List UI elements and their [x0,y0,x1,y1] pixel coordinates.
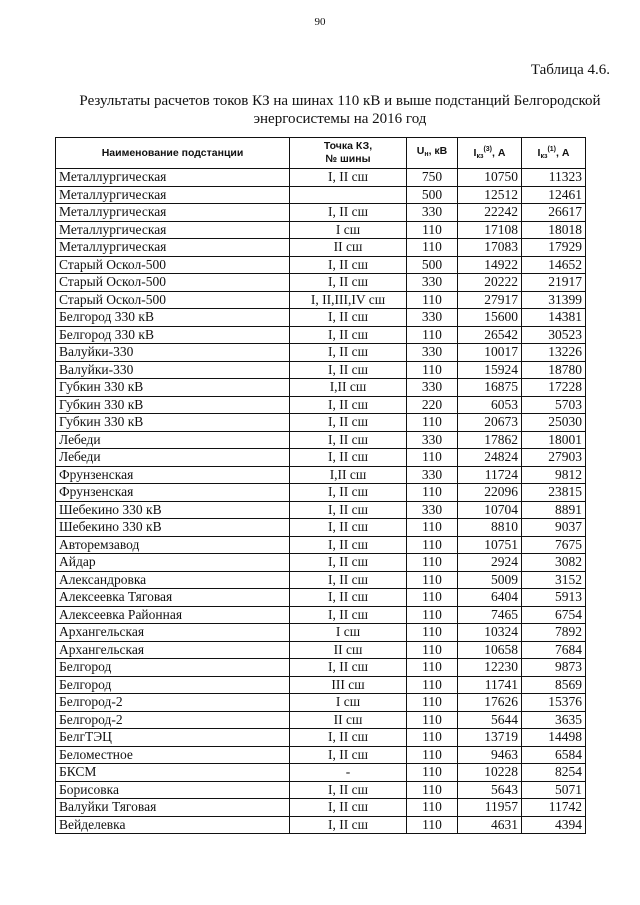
table-row [56,449,586,467]
fault-point-cell: I, II сш [290,816,407,834]
current-1phase-cell: 8569 [522,676,586,694]
fault-point-cell: I, II сш [290,729,407,747]
table-row [56,729,586,747]
fault-point-cell: I,II сш [290,379,407,397]
current-3phase-cell: 16875 [458,379,522,397]
substation-name-cell: Валуйки-330 [56,361,290,379]
substation-name-cell: Старый Оскол-500 [56,274,290,292]
table-row [56,256,586,274]
current-3phase-cell: 9463 [458,746,522,764]
substation-name-cell: Белгород 330 кВ [56,309,290,327]
current-1phase-cell: 18001 [522,431,586,449]
voltage-cell: 110 [407,659,458,677]
substation-name-cell: Шебекино 330 кВ [56,519,290,537]
fault-point-cell: I, II сш [290,746,407,764]
fault-point-cell: I, II сш [290,449,407,467]
substation-name-cell: Валуйки Тяговая [56,799,290,817]
header-current-3phase [458,138,522,169]
current-1phase-cell: 5071 [522,781,586,799]
voltage-cell: 110 [407,711,458,729]
fault-point-cell: II сш [290,711,407,729]
table-row [56,781,586,799]
fault-point-cell [290,186,407,204]
current-3phase-cell: 6404 [458,589,522,607]
voltage-cell: 330 [407,431,458,449]
current-1phase-cell: 7892 [522,624,586,642]
substation-name-cell: Белгород-2 [56,694,290,712]
voltage-cell: 330 [407,379,458,397]
current-3phase-cell: 17083 [458,239,522,257]
voltage-cell: 220 [407,396,458,414]
fault-point-cell: I, II сш [290,256,407,274]
voltage-cell: 110 [407,746,458,764]
header-i3-unit: , А [492,147,506,159]
fault-point-cell: I, II сш [290,309,407,327]
substation-name-cell: Белгород-2 [56,711,290,729]
table-row [56,536,586,554]
substation-name-cell: Белгород [56,676,290,694]
fault-point-cell: I,II сш [290,466,407,484]
fault-point-cell: II сш [290,641,407,659]
header-voltage [407,138,458,169]
header-fault-point-line-2: № шины [325,153,371,165]
voltage-cell: 110 [407,536,458,554]
substation-name-cell: БелгТЭЦ [56,729,290,747]
current-3phase-cell: 10751 [458,536,522,554]
current-1phase-cell: 8254 [522,764,586,782]
table-row [56,291,586,309]
current-3phase-cell: 4631 [458,816,522,834]
current-3phase-cell: 8810 [458,519,522,537]
table-row [56,239,586,257]
current-1phase-cell: 18780 [522,361,586,379]
table-row [56,589,586,607]
current-1phase-cell: 30523 [522,326,586,344]
current-1phase-cell: 27903 [522,449,586,467]
current-3phase-cell: 12230 [458,659,522,677]
fault-point-cell: I, II сш [290,781,407,799]
fault-point-cell: I, II сш [290,519,407,537]
substation-name-cell: Шебекино 330 кВ [56,501,290,519]
current-1phase-cell: 3635 [522,711,586,729]
current-1phase-cell: 7675 [522,536,586,554]
header-i1-subscript: кз [540,153,548,160]
current-3phase-cell: 27917 [458,291,522,309]
current-3phase-cell: 5009 [458,571,522,589]
voltage-cell: 500 [407,186,458,204]
voltage-cell: 110 [407,414,458,432]
fault-point-cell: I сш [290,624,407,642]
fault-point-cell: I, II сш [290,589,407,607]
current-3phase-cell: 20673 [458,414,522,432]
voltage-cell: 330 [407,466,458,484]
current-1phase-cell: 14652 [522,256,586,274]
current-3phase-cell: 20222 [458,274,522,292]
voltage-cell: 750 [407,169,458,187]
table-row [56,186,586,204]
substation-name-cell: Архангельская [56,624,290,642]
voltage-cell: 110 [407,519,458,537]
voltage-cell: 330 [407,274,458,292]
current-1phase-cell: 14498 [522,729,586,747]
fault-point-cell: I, II сш [290,501,407,519]
current-1phase-cell: 17228 [522,379,586,397]
substation-name-cell: Фрунзенская [56,466,290,484]
fault-point-cell: I, II сш [290,484,407,502]
header-fault-point-line-1: Точка КЗ, [323,140,373,152]
substation-name-cell: Беломестное [56,746,290,764]
current-3phase-cell: 2924 [458,554,522,572]
voltage-cell: 110 [407,361,458,379]
current-1phase-cell: 3152 [522,571,586,589]
table-caption [60,92,620,128]
voltage-cell: 110 [407,764,458,782]
voltage-cell: 110 [407,676,458,694]
substation-name-cell: Алексеевка Районная [56,606,290,624]
table-row [56,466,586,484]
header-voltage-symbol: U [416,145,425,157]
current-3phase-cell: 10750 [458,169,522,187]
voltage-cell: 110 [407,606,458,624]
table-row [56,676,586,694]
voltage-cell: 500 [407,256,458,274]
current-1phase-cell: 6584 [522,746,586,764]
substation-name-cell: Авторемзавод [56,536,290,554]
voltage-cell: 110 [407,291,458,309]
voltage-cell: 330 [407,309,458,327]
current-3phase-cell: 24824 [458,449,522,467]
page-number: 90 [314,16,326,28]
header-i1-unit: , А [556,147,570,159]
substation-name-cell: БКСМ [56,764,290,782]
current-3phase-cell: 13719 [458,729,522,747]
substation-name-cell: Алексеевка Тяговая [56,589,290,607]
voltage-cell: 110 [407,449,458,467]
substation-name-cell: Губкин 330 кВ [56,396,290,414]
voltage-cell: 110 [407,781,458,799]
table-row [56,169,586,187]
substation-name-cell: Лебеди [56,449,290,467]
substation-name-cell: Металлургическая [56,221,290,239]
fault-point-cell: I, II,III,IV сш [290,291,407,309]
header-i3-subscript: кз [476,153,484,160]
current-1phase-cell: 11323 [522,169,586,187]
voltage-cell: 330 [407,501,458,519]
table-row [56,799,586,817]
table-row [56,344,586,362]
header-fault-point [290,138,407,169]
substation-name-cell: Губкин 330 кВ [56,379,290,397]
substation-name-cell: Борисовка [56,781,290,799]
current-3phase-cell: 6053 [458,396,522,414]
current-1phase-cell: 17929 [522,239,586,257]
current-3phase-cell: 5644 [458,711,522,729]
current-3phase-cell: 10324 [458,624,522,642]
table-row [56,361,586,379]
table-row [56,519,586,537]
current-3phase-cell: 7465 [458,606,522,624]
voltage-cell: 330 [407,344,458,362]
substation-name-cell: Белгород [56,659,290,677]
current-3phase-cell: 17626 [458,694,522,712]
fault-point-cell: I, II сш [290,554,407,572]
voltage-cell: 110 [407,239,458,257]
fault-point-cell: I, II сш [290,344,407,362]
fault-point-cell: I, II сш [290,326,407,344]
current-1phase-cell: 18018 [522,221,586,239]
current-1phase-cell: 21917 [522,274,586,292]
substation-name-cell: Губкин 330 кВ [56,414,290,432]
table-row [56,484,586,502]
current-3phase-cell: 26542 [458,326,522,344]
table-row [56,501,586,519]
substation-name-cell: Металлургическая [56,186,290,204]
fault-point-cell: I, II сш [290,396,407,414]
current-1phase-cell: 11742 [522,799,586,817]
header-voltage-unit: , кВ [428,145,448,157]
header-i3-symbol: I [473,147,477,159]
fault-point-cell: - [290,764,407,782]
header-substation-name: Наименование подстанции [56,138,290,169]
table-row [56,571,586,589]
fault-point-cell: I, II сш [290,536,407,554]
substation-name-cell: Александровка [56,571,290,589]
voltage-cell: 110 [407,641,458,659]
table-row [56,624,586,642]
header-i3-superscript: (3) [483,146,493,153]
substation-name-cell: Архангельская [56,641,290,659]
substation-name-cell: Лебеди [56,431,290,449]
current-3phase-cell: 15924 [458,361,522,379]
current-1phase-cell: 5913 [522,589,586,607]
voltage-cell: 110 [407,694,458,712]
current-3phase-cell: 12512 [458,186,522,204]
table-header-row [56,138,586,169]
current-3phase-cell: 17108 [458,221,522,239]
table-label: Таблица 4.6. [530,62,610,78]
table-row [56,694,586,712]
current-3phase-cell: 11957 [458,799,522,817]
header-voltage-subscript: н [424,151,429,158]
fault-point-cell: II сш [290,239,407,257]
voltage-cell: 110 [407,729,458,747]
current-3phase-cell: 10017 [458,344,522,362]
table-row [56,414,586,432]
current-3phase-cell: 5643 [458,781,522,799]
current-3phase-cell: 10704 [458,501,522,519]
table-row [56,746,586,764]
voltage-cell: 110 [407,326,458,344]
voltage-cell: 110 [407,799,458,817]
current-3phase-cell: 10658 [458,641,522,659]
substation-name-cell: Белгород 330 кВ [56,326,290,344]
fault-point-cell: I сш [290,221,407,239]
substation-name-cell: Металлургическая [56,204,290,222]
fault-point-cell: I, II сш [290,659,407,677]
caption-line-2: энергосистемы на 2016 год [253,111,427,127]
table-row [56,396,586,414]
table-row [56,431,586,449]
voltage-cell: 110 [407,554,458,572]
fault-point-cell: I, II сш [290,204,407,222]
substation-name-cell: Старый Оскол-500 [56,256,290,274]
fault-point-cell: I, II сш [290,431,407,449]
table-row [56,711,586,729]
table-row [56,659,586,677]
table-row [56,641,586,659]
substation-name-cell: Металлургическая [56,239,290,257]
current-1phase-cell: 23815 [522,484,586,502]
current-1phase-cell: 13226 [522,344,586,362]
fault-point-cell: I, II сш [290,571,407,589]
header-current-1phase [522,138,586,169]
substation-name-cell: Валуйки-330 [56,344,290,362]
current-1phase-cell: 9812 [522,466,586,484]
table-row [56,274,586,292]
current-3phase-cell: 10228 [458,764,522,782]
substation-name-cell: Айдар [56,554,290,572]
current-1phase-cell: 25030 [522,414,586,432]
table-row [56,554,586,572]
table-row [56,309,586,327]
current-1phase-cell: 6754 [522,606,586,624]
header-i1-superscript: (1) [547,146,557,153]
current-3phase-cell: 11741 [458,676,522,694]
voltage-cell: 110 [407,221,458,239]
voltage-cell: 110 [407,484,458,502]
current-1phase-cell: 31399 [522,291,586,309]
fault-point-cell: I, II сш [290,799,407,817]
voltage-cell: 330 [407,204,458,222]
current-1phase-cell: 5703 [522,396,586,414]
voltage-cell: 110 [407,816,458,834]
voltage-cell: 110 [407,624,458,642]
substation-name-cell: Старый Оскол-500 [56,291,290,309]
current-1phase-cell: 4394 [522,816,586,834]
current-1phase-cell: 7684 [522,641,586,659]
table-row [56,764,586,782]
table-row [56,816,586,834]
current-3phase-cell: 17862 [458,431,522,449]
voltage-cell: 110 [407,589,458,607]
current-1phase-cell: 8891 [522,501,586,519]
caption-line-1: Результаты расчетов токов КЗ на шинах 110 кВ и выше подстанций Белгородской [79,93,601,109]
table-row [56,379,586,397]
current-1phase-cell: 9037 [522,519,586,537]
table-body [56,169,586,834]
current-3phase-cell: 14922 [458,256,522,274]
table-row [56,326,586,344]
header-i1-symbol: I [537,147,541,159]
substation-name-cell: Фрунзенская [56,484,290,502]
fault-point-cell: I сш [290,694,407,712]
fault-point-cell: I, II сш [290,361,407,379]
current-1phase-cell: 26617 [522,204,586,222]
fault-point-cell: I, II сш [290,606,407,624]
fault-point-cell: I, II сш [290,414,407,432]
fault-point-cell: I, II сш [290,274,407,292]
table-row [56,204,586,222]
current-3phase-cell: 15600 [458,309,522,327]
current-3phase-cell: 11724 [458,466,522,484]
voltage-cell: 110 [407,571,458,589]
current-3phase-cell: 22096 [458,484,522,502]
substation-name-cell: Вейделевка [56,816,290,834]
fault-point-cell: III сш [290,676,407,694]
current-1phase-cell: 14381 [522,309,586,327]
current-1phase-cell: 9873 [522,659,586,677]
current-1phase-cell: 15376 [522,694,586,712]
current-3phase-cell: 22242 [458,204,522,222]
fault-point-cell: I, II сш [290,169,407,187]
table-row [56,606,586,624]
table-row [56,221,586,239]
current-1phase-cell: 12461 [522,186,586,204]
substation-name-cell: Металлургическая [56,169,290,187]
current-1phase-cell: 3082 [522,554,586,572]
short-circuit-table [55,137,586,834]
